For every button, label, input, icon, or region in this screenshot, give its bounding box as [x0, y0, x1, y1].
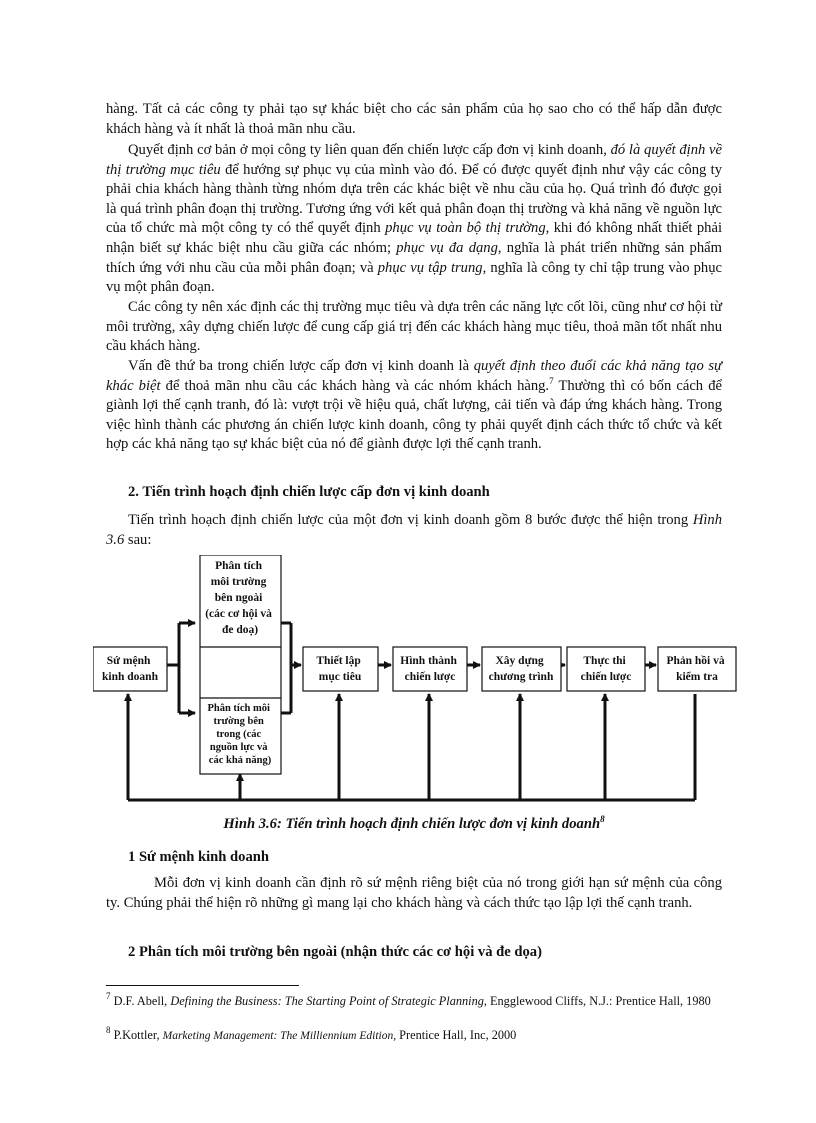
- box-program-label: Xây dựng chương trình: [488, 655, 554, 683]
- text-run: khi đó không nhất thiết phải nhận biết sự khác biệt nhu cầu giữa các nhóm;: [106, 220, 722, 256]
- box-implement: [567, 647, 645, 691]
- text-run: để thoả mãn nhu cầu các khách hàng và các nhóm khách hàng.: [160, 377, 550, 394]
- box-form-strategy-label: Hình thành chiến lược: [400, 655, 457, 683]
- text-run-italic: Defining the Business: The Starting Point of Strategic Planning: [170, 994, 484, 1008]
- paragraph-mission: Mỗi đơn vị kinh doanh cần định rõ sứ mệnh riêng biệt của nó trong giới hạn sứ mệnh của công ty. Chúng phải thể hiện rõ những gì mang lại cho khách hàng và cách thức tạo lập lợi thế cạnh tranh.: [106, 875, 722, 911]
- text-run: Prentice Hall, Inc, 2000: [396, 1028, 517, 1042]
- footnote-number: 8: [106, 1025, 111, 1035]
- text-run-italic: Marketing Management: The Milliennium Edition,: [162, 1030, 397, 1042]
- text-run: sau:: [124, 531, 152, 548]
- text-run: Vấn đề thứ ba trong chiến lược cấp đơn vị kinh doanh là: [128, 358, 474, 374]
- footnote-divider: [106, 985, 299, 986]
- box-goals-label: Thiết lập mục tiêu: [316, 655, 362, 683]
- figure-caption: [106, 816, 722, 833]
- text-run: P.Kottler,: [110, 1028, 163, 1042]
- box-mission-label: Sứ mệnh kinh doanh: [102, 655, 158, 683]
- box-form-strategy: [393, 647, 467, 691]
- text-run: , Engglewood Cliffs, N.J.: Prentice Hall, 1980: [483, 994, 711, 1008]
- text-run: D.F. Abell,: [110, 994, 171, 1008]
- text-run-italic: đó là quyết định về thị trường mục tiêu: [106, 142, 722, 178]
- paragraph-core-competencies: Các công ty nên xác định các thị trường mục tiêu và dựa trên các năng lực cốt lõi, cũng như cơ hội từ môi trường, xây dựng chiến lược để cung cấp giá trị đến các khách hàng mục tiêu, thoả mãn tốt nhất nhu cầu khách hàng.: [106, 299, 722, 355]
- section-heading-2-external: 2 Phân tích môi trường bên ngoài (nhận thức các cơ hội và đe dọa): [128, 944, 542, 960]
- box-feedback-label: Phản hồi và kiểm tra: [666, 655, 725, 683]
- box-goals: [303, 647, 378, 691]
- footnote-ref: 8: [600, 814, 605, 824]
- box-external-label: Phân tích môi trường bên ngoài (các cơ hội và đe doạ): [205, 560, 272, 636]
- footnote-ref: 7: [549, 375, 554, 386]
- box-mission: [93, 647, 167, 691]
- text-run-italic: quyết định theo đuổi các khả năng tạo sự khác biệt: [106, 358, 722, 394]
- text-run: Tiến trình hoạch định chiến lược của một đơn vị kinh doanh gồm 8 bước được thể hiện trong: [128, 512, 693, 528]
- text-run-italic: phục vụ đa dạng,: [396, 239, 502, 256]
- text-run: Thường thì có bốn cách để giành lợi thế cạnh tranh, đó là: vượt trội về hiệu quả, chất lượng, cải tiến và đáp ứng khách hàng. Trong việc hình thành các phương án chiến lược kinh doanh, công ty phải quyết định cách thức tổ chức và kết hợp các khả năng tạo sự khác biệt của nó để giành được lợi thế cạnh tranh.: [106, 377, 722, 453]
- process-diagram: [93, 555, 743, 810]
- footnote-7: [106, 991, 722, 1010]
- text-run: Quyết định cơ bản ở mọi công ty liên quan đến chiến lược cấp đơn vị kinh doanh,: [128, 142, 611, 158]
- text-run-italic: phục vụ toàn bộ thị trường,: [385, 220, 550, 237]
- box-program: [482, 647, 561, 691]
- paragraph-intro: hàng. Tất cả các công ty phải tạo sự khác biệt cho các sản phẩm của họ sao cho có thể hấp dẫn được khách hàng và ít nhất là thoả mãn nhu cầu.: [106, 101, 722, 137]
- box-implement-label: Thực thi chiến lược: [580, 655, 632, 683]
- text-run: để hướng sự phục vụ của mình vào đó. Để có được quyết định như vậy các công ty phải chia khách hàng thành từng nhóm dựa trên các khác biệt về nhu cầu của họ. Quá trình đó được gọi là quá trình phân đoạn thị trường. Tương ứng với kết quả phân đoạn thị trường và khả năng về nguồn lực của tổ chức mà một công ty có thể quyết định: [106, 161, 722, 237]
- text-run: nghĩa là công ty chỉ tập trung vào phục vụ một phân đoạn.: [106, 259, 722, 296]
- text-run-italic: Hình 3.6: [106, 512, 722, 548]
- paragraph-process-intro: [106, 511, 722, 550]
- text-run: nghĩa là phát triển những sản phẩm thích ứng với nhu cầu của mỗi phân đoạn; và: [106, 239, 722, 276]
- footnote-8: [106, 1025, 722, 1045]
- paragraph-differentiation: [106, 357, 722, 455]
- footnote-number: 7: [106, 991, 111, 1001]
- section-heading-1: 1 Sứ mệnh kinh doanh: [128, 849, 269, 865]
- box-feedback: [658, 647, 736, 691]
- caption-text: Hình 3.6: Tiến trình hoạch định chiến lược đơn vị kinh doanh: [223, 816, 601, 832]
- box-internal-label: Phân tích môi trường bên trong (các nguồn lực và các khả năng): [207, 703, 272, 766]
- section-heading-2: 2. Tiến trình hoạch định chiến lược cấp đơn vị kinh doanh: [128, 484, 490, 500]
- paragraph-target-market: [106, 141, 722, 298]
- text-run-italic: phục vụ tập trung,: [377, 259, 487, 276]
